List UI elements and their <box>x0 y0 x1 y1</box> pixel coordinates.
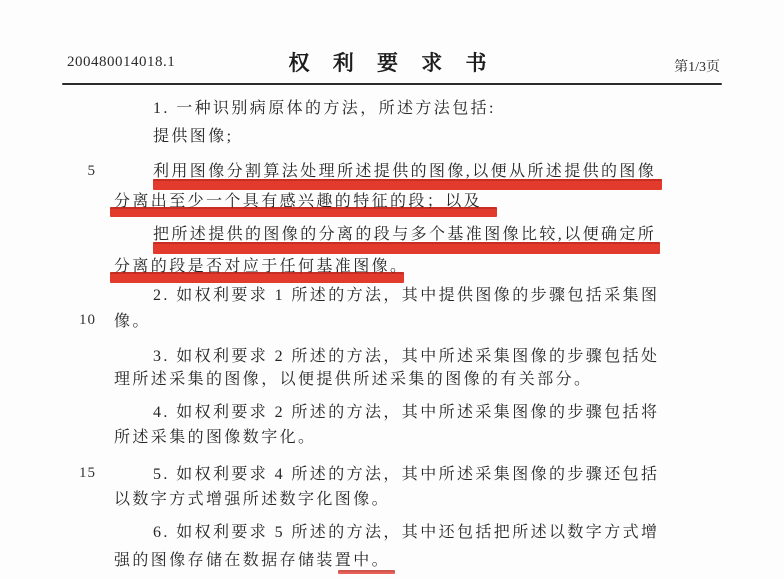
line-number-margin: 10 <box>79 312 96 328</box>
claim-text-line: 所述采集的图像数字化。 <box>114 429 317 446</box>
application-number: 200480014018.1 <box>67 54 176 70</box>
claim-text-line: 强的图像存储在数据存储装置中。 <box>114 552 391 569</box>
claim-text-line: 1. 一种识别病原体的方法，所述方法包括: <box>153 100 496 117</box>
claim-text-line: 6. 如权利要求 5 所述的方法，其中还包括把所述以数字方式增 <box>153 524 660 541</box>
claim-text-line: 把所述提供的图像的分离的段与多个基准图像比较,以便确定所 <box>153 226 657 243</box>
page-number-indicator: 第1/3页 <box>674 60 720 75</box>
claim-text-line: 3. 如权利要求 2 所述的方法，其中所述采集图像的步骤包括处 <box>153 348 660 365</box>
line-number-margin: 5 <box>87 163 96 179</box>
claim-text-line: 利用图像分割算法处理所述提供的图像,以便从所述提供的图像 <box>153 163 657 180</box>
document-title: 权 利 要 求 书 <box>288 51 496 75</box>
line-number-margin: 15 <box>79 465 96 481</box>
claim-text-line: 2. 如权利要求 1 所述的方法，其中提供图像的步骤包括采集图 <box>153 287 660 304</box>
claim-text-line: 像。 <box>114 313 151 330</box>
claim-text-line: 以数字方式增强所述数字化图像。 <box>114 491 391 508</box>
claim-text-line: 理所述采集的图像，以便提供所述采集的图像的有关部分。 <box>114 371 593 388</box>
claim-text-line: 分离出至少一个具有感兴趣的特征的段；以及 <box>114 193 483 210</box>
header-divider <box>62 83 722 85</box>
claim-text-line: 4. 如权利要求 2 所述的方法，其中所述采集图像的步骤包括将 <box>153 404 660 421</box>
claim-text-line: 5. 如权利要求 4 所述的方法，其中所述采集图像的步骤还包括 <box>153 466 660 483</box>
claim-text-line: 分离的段是否对应于任何基准图像。 <box>114 258 409 275</box>
claim-text-line: 提供图像; <box>153 128 234 145</box>
red-underline-partial-mark <box>338 570 395 574</box>
